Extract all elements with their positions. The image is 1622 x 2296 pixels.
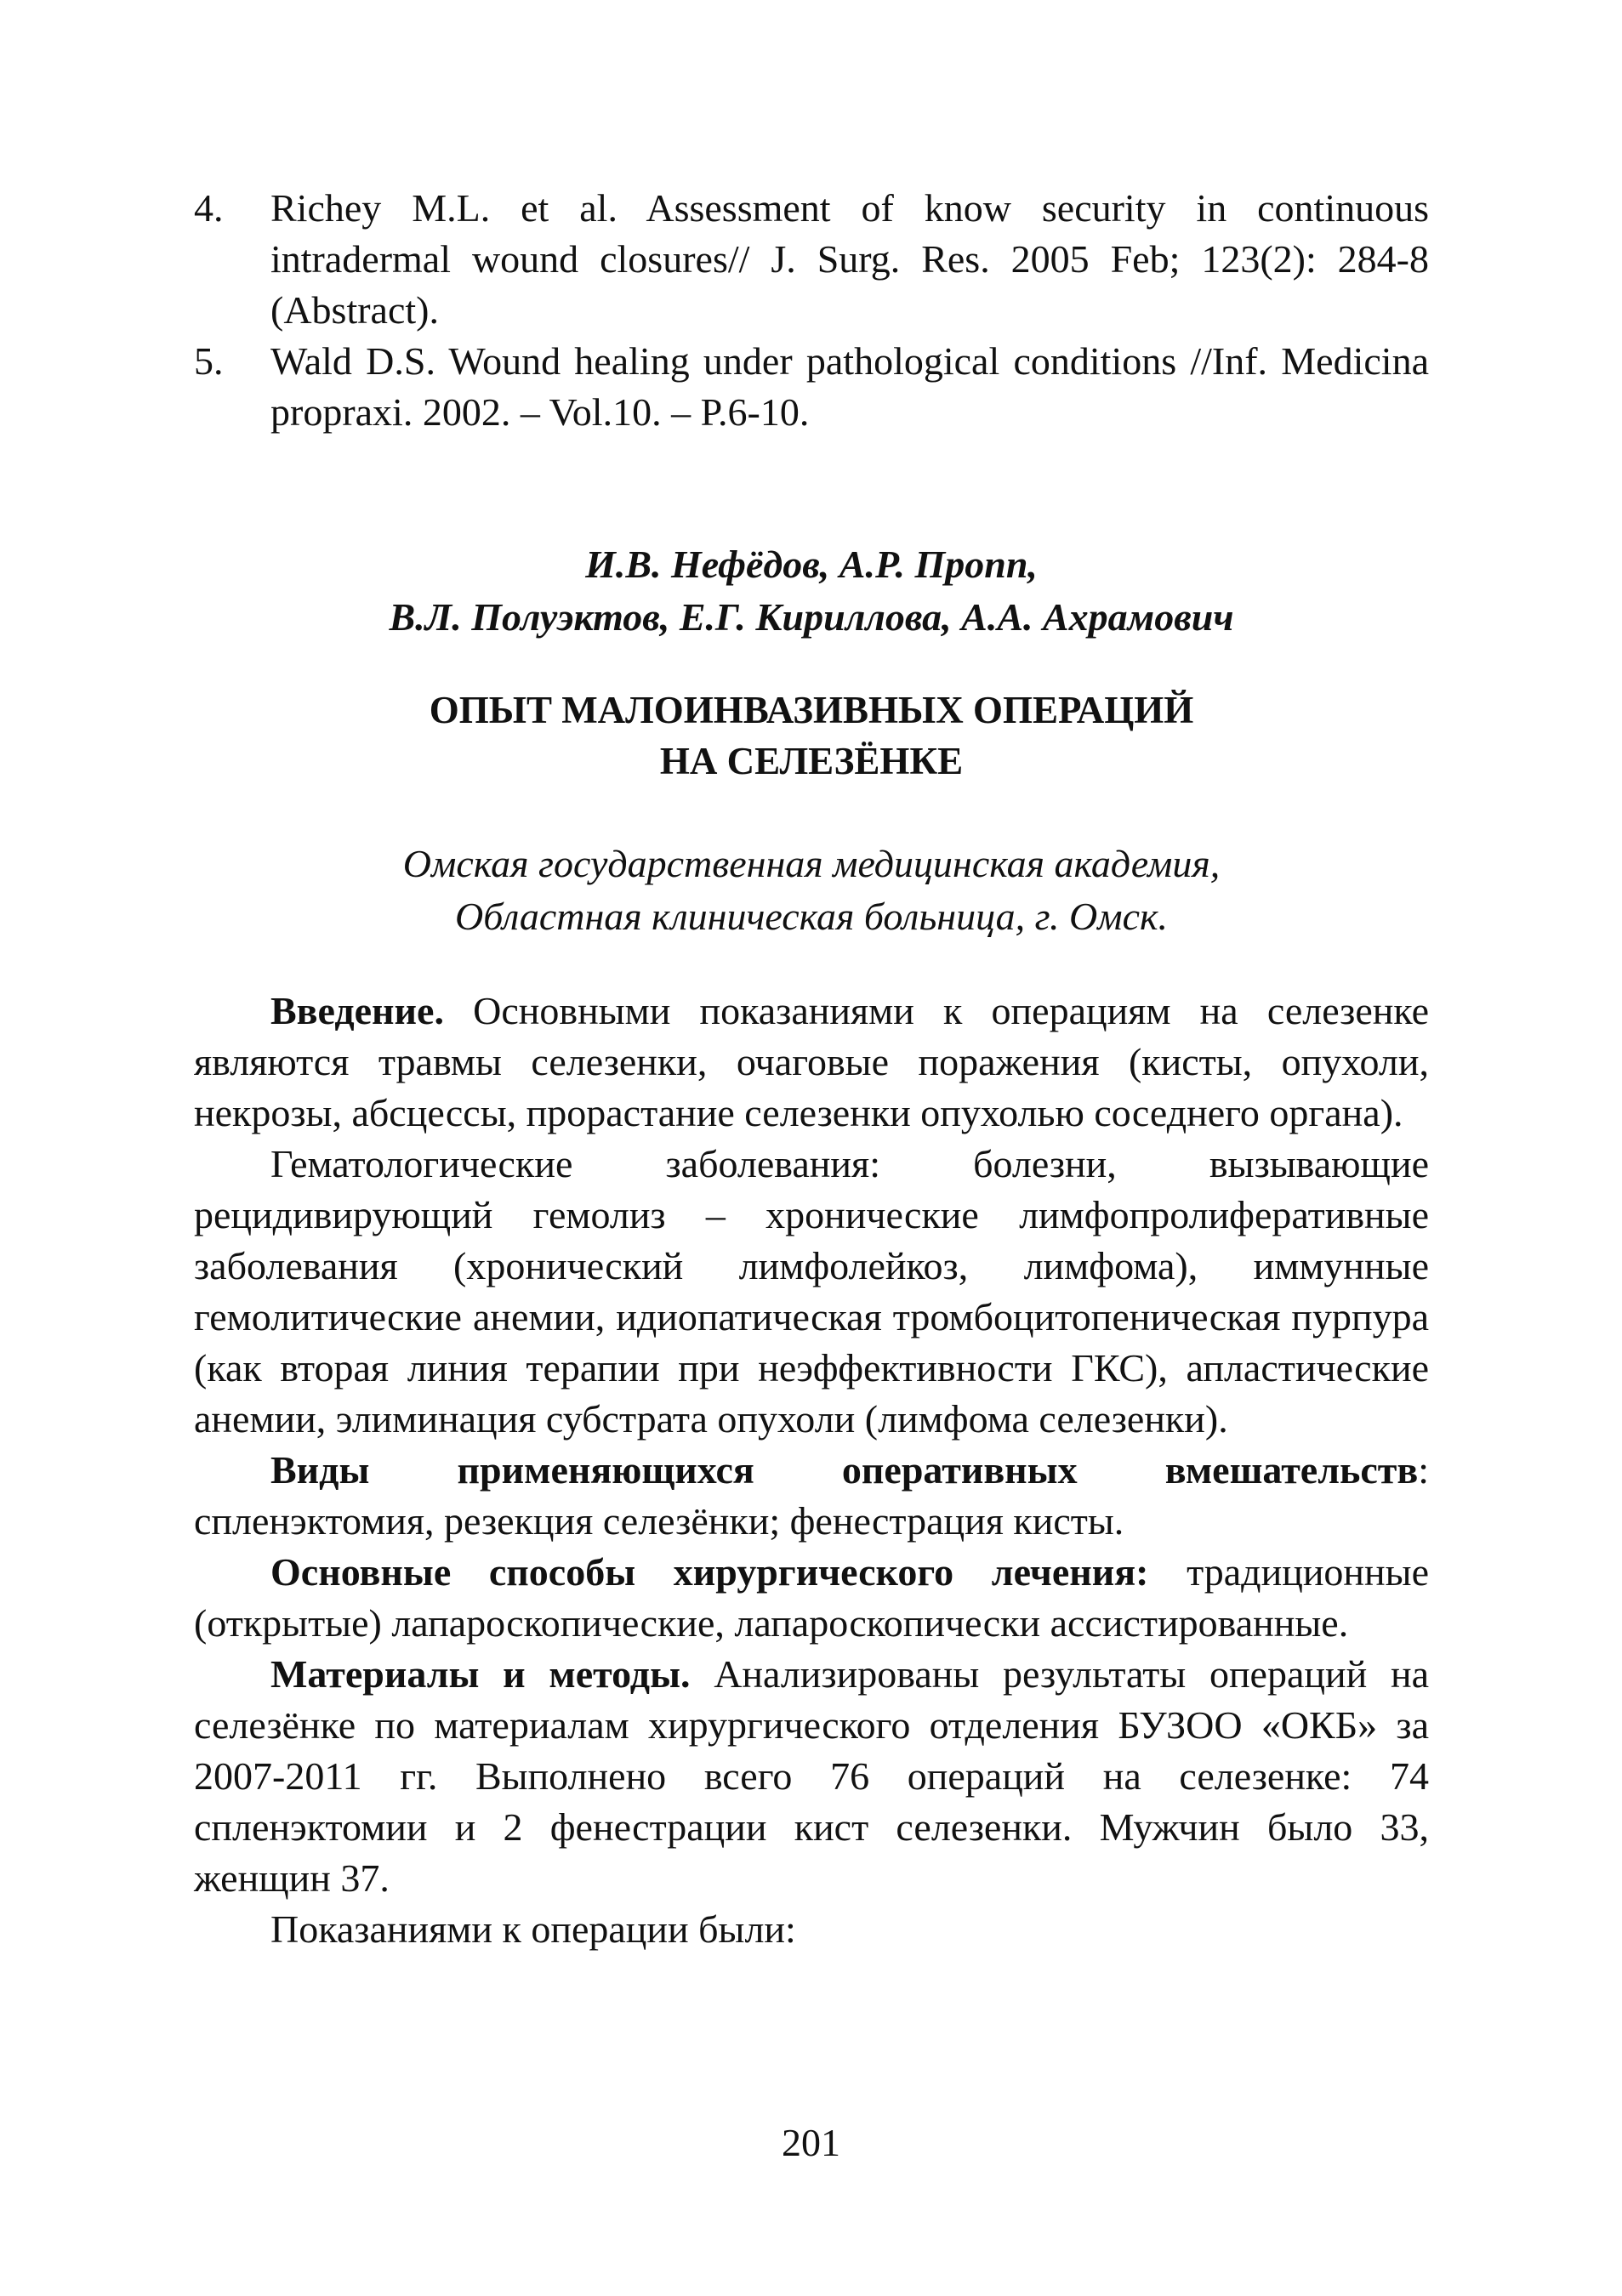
reference-item — [194, 336, 1429, 438]
paragraph-lead: Материалы и методы. — [270, 1652, 691, 1696]
article-authors — [194, 538, 1429, 644]
article-title — [194, 685, 1429, 787]
paragraph-text: традиционные (открытые) лапароскопические, лапароскопически ассистированные. — [194, 1550, 1429, 1645]
reference-item — [194, 183, 1429, 336]
paragraph-text: Основными показаниями к операциям на селезенке являются травмы селезенки, очаговые поражения (кисты, опухоли, некрозы, абсцессы, прорастание селезенки опухолью соседнего органа). — [194, 989, 1429, 1134]
paragraph-text: : спленэктомия, резекция селезёнки; фенестрация кисты. — [194, 1448, 1429, 1543]
paragraph-text: Гематологические заболевания: болезни, вызывающие рецидивирующий гемолиз – хронические лимфопролиферативные заболевания (хронический лимфолейкоз, лимфома), иммунные гемолитические анемии, идиопатическая тромбоцитопеническая пурпура (как вторая линия терапии при неэффективности ГКС), апластические анемии, элиминация субстрата опухоли (лимфома селезенки). — [194, 1142, 1429, 1441]
authors-line: В.Л. Полуэктов, Е.Г. Кириллова, А.А. Ахрамович — [389, 595, 1234, 639]
article-body — [194, 986, 1429, 1955]
reference-text: Wald D.S. Wound healing under pathological conditions //Inf. Medicina propraxi. 2002. – Vol.10. – P.6-10. — [270, 339, 1429, 434]
document-page — [194, 183, 1429, 1955]
title-line: НА СЕЛЕЗЁНКЕ — [659, 740, 964, 782]
paragraph-text: Анализированы результаты операций на селезёнке по материалам хирургического отделения БУЗОО «ОКБ» за 2007-2011 гг. Выполнено всего 76 операций на селезенке: 74 спленэктомии и 2 фенестрации кист селезенки. Мужчин было 33, женщин 37. — [194, 1652, 1429, 1900]
paragraph-lead: Основные способы хирургического лечения: — [270, 1550, 1149, 1594]
body-paragraph — [194, 1445, 1429, 1547]
authors-line: И.В. Нефёдов, А.Р. Пропп, — [585, 543, 1038, 586]
body-paragraph — [194, 1649, 1429, 1904]
reference-list — [194, 183, 1429, 438]
article-affiliation — [194, 838, 1429, 943]
reference-number: 4. — [194, 186, 224, 230]
affiliation-line: Омская государственная медицинская академия, — [402, 842, 1221, 885]
paragraph-lead: Виды применяющихся оперативных вмешательств — [270, 1448, 1419, 1492]
body-paragraph — [194, 1547, 1429, 1649]
body-paragraph — [194, 1139, 1429, 1445]
paragraph-lead: Введение. — [270, 989, 444, 1032]
reference-text: Richey M.L. et al. Assessment of know security in continuous intradermal wound closures// J. Surg. Res. 2005 Feb; 123(2): 284-8 (Abstract). — [270, 186, 1429, 332]
reference-number: 5. — [194, 339, 224, 383]
title-line: ОПЫТ МАЛОИНВАЗИВНЫХ ОПЕРАЦИЙ — [429, 689, 1194, 731]
body-paragraph — [194, 986, 1429, 1139]
paragraph-text: Показаниями к операции были: — [270, 1907, 796, 1951]
body-paragraph — [194, 1904, 1429, 1955]
affiliation-line: Областная клиническая больница, г. Омск. — [454, 895, 1169, 938]
page-number: 201 — [782, 2121, 840, 2164]
